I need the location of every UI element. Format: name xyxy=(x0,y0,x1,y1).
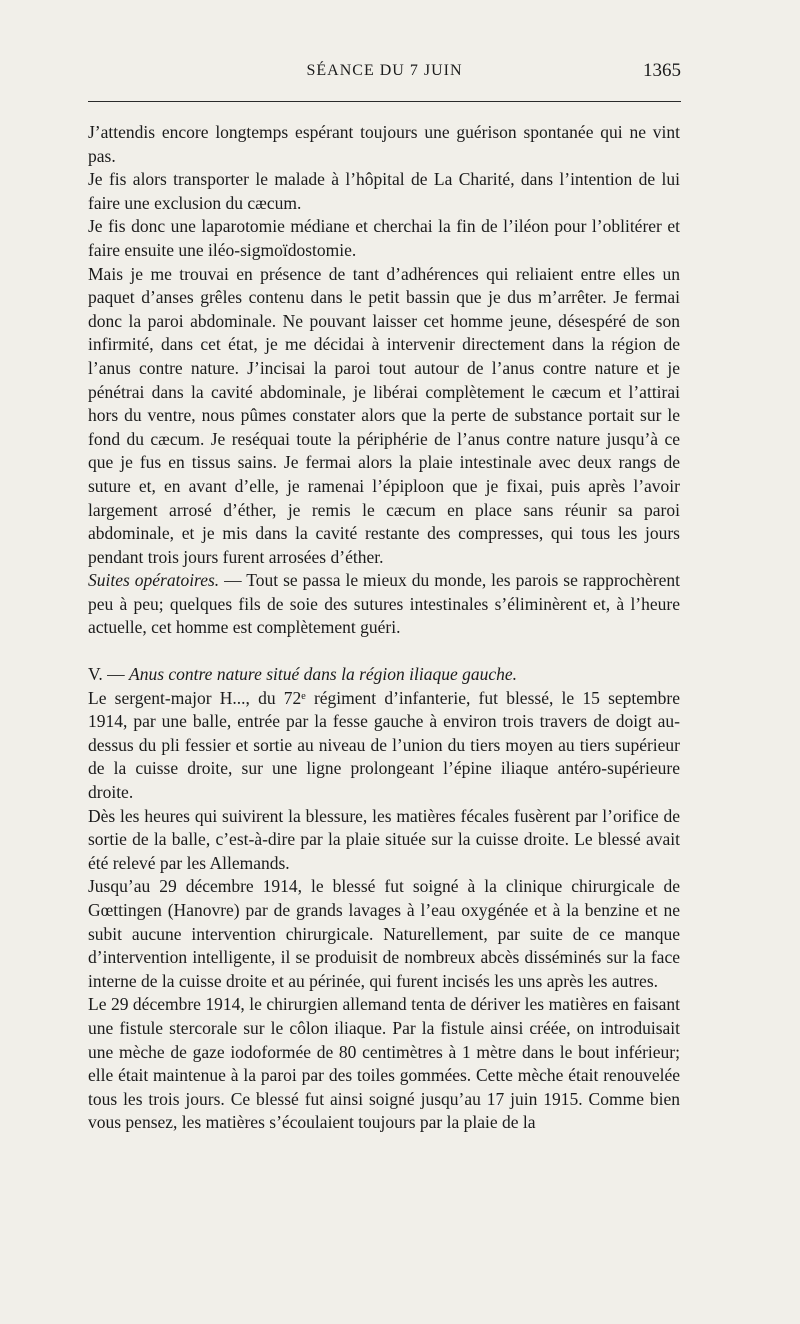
paragraph: J’attendis encore longtemps espérant toujours une guérison spontanée qui ne vint pas. xyxy=(88,122,680,166)
suites-text: — Tout se passa le mieux du monde, les parois se rapprochèrent peu à peu; quelques fils de soie des sutures intestinales s’éliminèrent et, à l’heure actuelle, cet homme est complètement guéri. xyxy=(88,570,681,638)
section-number: V. xyxy=(88,664,103,685)
paragraph: Je fis donc une laparotomie médiane et cherchai la fin de l’iléon pour l’oblitérer et faire ensuite une iléo-sigmoïdostomie. xyxy=(88,216,680,260)
header-rule xyxy=(88,101,681,102)
body-text xyxy=(88,121,680,1135)
section-dash: — xyxy=(102,664,130,685)
paragraph: Le sergent-major H..., du 72ᵉ régiment d’infanterie, fut blessé, le 15 septembre 1914, par une balle, entrée par la fesse gauche à environ trois travers de doigt au-dessus du pli fessier et sortie au niveau de l’union du tiers moyen au tiers supérieur de la cuisse droite, sur une ligne prolongeant l’épine iliaque antéro-supérieure droite. xyxy=(88,687,680,803)
paragraph: Mais je me trouvai en présence de tant d’adhérences qui reliaient entre elles un paquet d’anses grêles contenu dans le petit bassin que je dus m’arrêter. Je fermai donc la paroi abdominale. Ne pouvant laisser cet homme jeune, désespéré de son infirmité, dans cet état, je me décidai à intervenir directement dans la région de l’anus contre nature. J’incisai la paroi tout autour de l’anus contre nature et je pénétrai dans la cavité abdominale, je libérai complètement le cæcum et l’attirai hors du ventre, nous pûmes constater alors que la perte de substance portait sur le fond du cæcum. Je reséquai toute la périphérie de l’anus contre nature jusqu’à ce que je fus en tissus sains. Je fermai alors la plaie intestinale avec deux rangs de suture et, en avant d’elle, je ramenai l’épiploon que je fixai, puis après l’avoir largement arrosé d’éther, je remis le cæcum en place sans réunir sa paroi abdominale, et je mis dans la cavité restante des compresses, qui tous les jours pendant trois jours furent arrosées d’éther. xyxy=(88,263,680,567)
suites-label: Suites opératoires. xyxy=(88,570,220,591)
section-heading xyxy=(88,663,680,687)
running-header xyxy=(88,62,681,86)
suites-paragraph xyxy=(88,569,680,640)
paragraph: Je fis alors transporter le malade à l’hôpital de La Charité, dans l’intention de lui faire une exclusion du cæcum. xyxy=(88,169,680,213)
page-number: 1365 xyxy=(643,60,681,81)
section-gap xyxy=(88,640,680,663)
section-title: Anus contre nature situé dans la région iliaque gauche. xyxy=(129,664,518,685)
paragraph: Le 29 décembre 1914, le chirurgien allemand tenta de dériver les matières en faisant une fistule stercorale sur le côlon iliaque. Par la fistule ainsi créée, on introduisait une mèche de gaze iodoformée de 80 centimètres à 1 mètre dans le bout inférieur; elle était maintenue à la paroi par des toiles gommées. Cette mèche était renouvelée tous les trois jours. Ce blessé fut ainsi soigné jusqu’au 17 juin 1915. Comme bien vous pensez, les matières s’écoulaient toujours par la plaie de la xyxy=(88,994,680,1133)
paragraph: Dès les heures qui suivirent la blessure, les matières fécales fusèrent par l’orifice de sortie de la balle, c’est-à-dire par la plaie située sur la cuisse droite. Le blessé avait été relevé par les Allemands. xyxy=(88,805,680,873)
running-title: SÉANCE DU 7 JUIN xyxy=(306,62,463,79)
paragraph: Jusqu’au 29 décembre 1914, le blessé fut soigné à la clinique chirurgicale de Gœttingen (Hanovre) par de grands lavages à l’eau oxygénée et à la benzine et ne subit aucune intervention chirurgicale. Naturellement, par suite de ce manque d’intervention intelligente, il se produisit de nombreux abcès disséminés sur la face interne de la cuisse droite et au périnée, qui furent incisés les uns après les autres. xyxy=(88,876,680,991)
